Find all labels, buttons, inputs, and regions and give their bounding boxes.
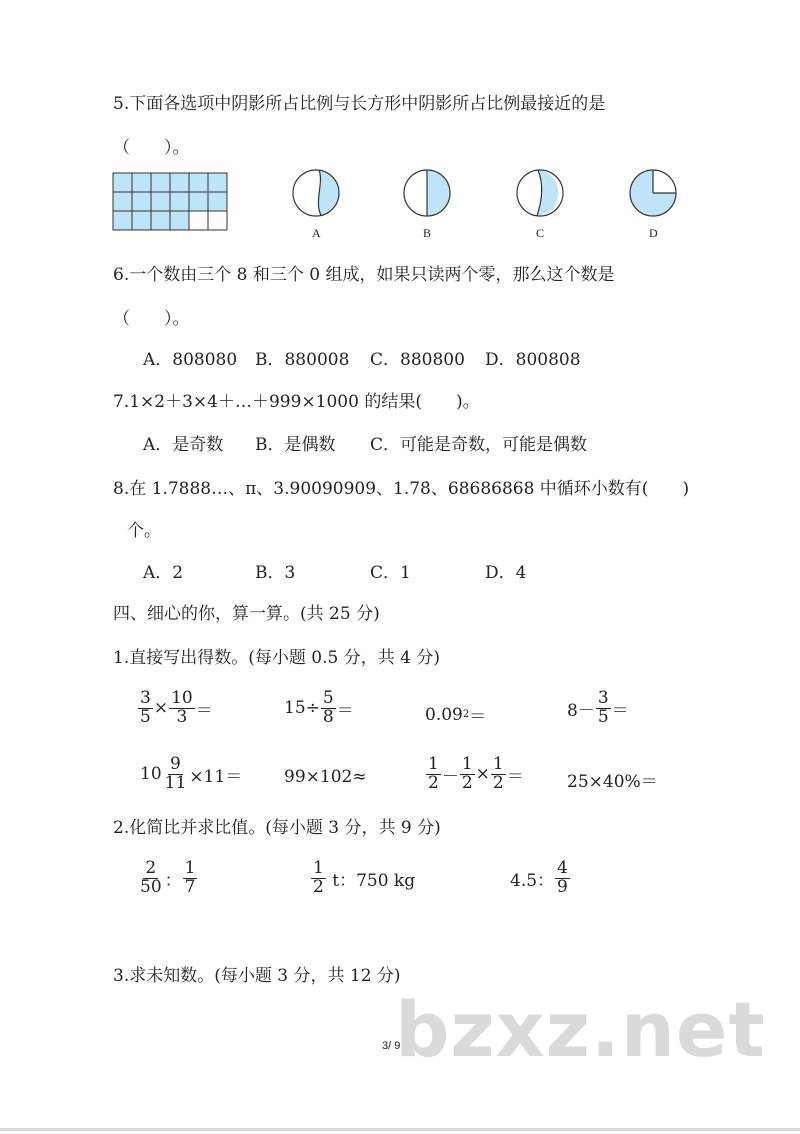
expr-6: 99×102≈	[284, 767, 367, 787]
q7-option-a: A．是奇数	[143, 435, 224, 455]
expr-5: 10 $\frac{9}{11}$ ×11＝	[140, 754, 243, 793]
label-b: B	[423, 226, 432, 240]
p2-title: 2.化简比并求比值。(每小题 3 分，共 9 分)	[113, 818, 441, 838]
shaded-rectangle-grid	[113, 173, 227, 230]
p3-title: 3.求未知数。(每小题 3 分，共 12 分)	[113, 966, 401, 986]
q8-cont: 个。	[127, 521, 161, 541]
option-b-circle	[404, 170, 450, 216]
q7-option-c: C．可能是奇数，可能是偶数	[370, 435, 588, 455]
page-number: 3/ 9	[382, 1040, 401, 1052]
label-c: C	[536, 226, 545, 240]
expr-4: 8－ $\frac{3}{5}$ ＝	[567, 688, 629, 727]
q8-option-b: B．3	[255, 563, 296, 583]
watermark: bzxz.net	[395, 985, 766, 1074]
q8-stem: 8.在 1.7888…、π、3.90090909、1.78̇、68686868 中循环小数有( )	[113, 479, 690, 499]
section4-title: 四、细心的你，算一算。(共 25 分)	[113, 604, 380, 624]
ratio-2: $\frac{1}{2}$ t：750 kg	[313, 858, 416, 897]
q5-figures	[0, 165, 800, 240]
expr-1: $\frac{3}{5}$ × $\frac{10}{3}$ ＝	[140, 688, 213, 727]
page-bottom-edge	[0, 1128, 800, 1131]
ratio-1: $\frac{2}{50}$ ： $\frac{1}{7}$	[140, 858, 196, 897]
q6-option-a: A．808080	[143, 350, 238, 370]
q6-option-d: D．800808	[485, 350, 581, 370]
q6-option-c: C．880800	[370, 350, 465, 370]
q5-stem: 5.下面各选项中阴影所占比例与长方形中阴影所占比例最接近的是	[113, 94, 606, 114]
q8-option-d: D．4	[485, 563, 527, 583]
q8-option-a: A．2	[143, 563, 184, 583]
expr-3: 0.09 2 ＝	[425, 704, 487, 727]
q7-option-b: B．是偶数	[255, 435, 336, 455]
q6-paren: （ ）。	[113, 309, 190, 329]
label-a: A	[312, 226, 321, 240]
label-d: D	[649, 226, 658, 240]
expr-7: $\frac{1}{2}$ － $\frac{1}{2}$ × $\frac{1}{2}$ ＝	[428, 754, 524, 793]
ratio-3: 4.5： $\frac{4}{9}$	[510, 858, 568, 897]
expr-8: 25×40%＝	[567, 772, 658, 792]
q8-option-c: C．1	[370, 563, 411, 583]
option-c-circle	[517, 170, 563, 216]
q6-option-b: B．880008	[255, 350, 350, 370]
q5-paren: （ ）。	[113, 138, 190, 158]
q6-stem: 6.一个数由三个 8 和三个 0 组成，如果只读两个零，那么这个数是	[113, 265, 615, 285]
p1-title: 1.直接写出得数。(每小题 0.5 分，共 4 分)	[113, 648, 440, 668]
option-d-circle	[630, 170, 676, 216]
option-a-circle	[293, 170, 339, 216]
q7-stem: 7.1×2＋3×4＋…＋999×1000 的结果( )。	[113, 392, 480, 412]
expr-2: 15÷ $\frac{5}{8}$ ＝	[284, 688, 354, 727]
